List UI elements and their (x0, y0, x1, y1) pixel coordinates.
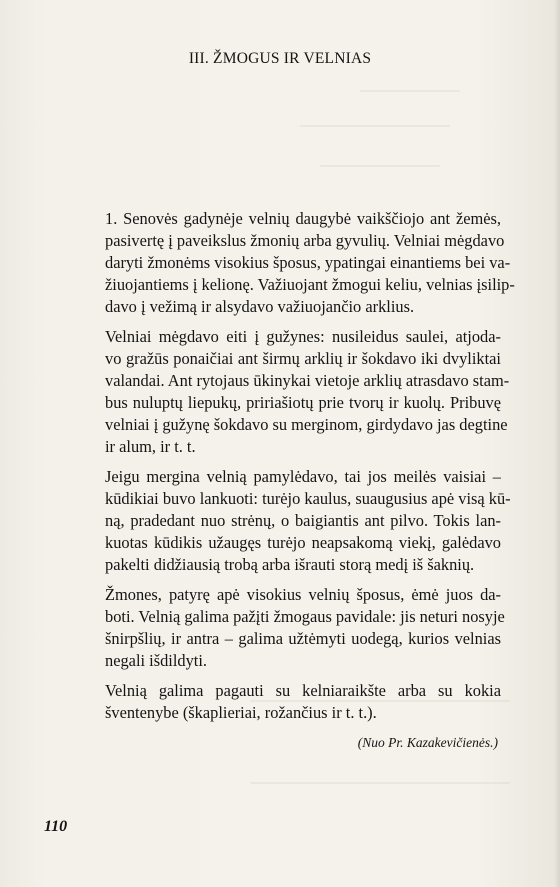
chapter-title: III. ŽMOGUS IR VELNIAS (188, 50, 372, 67)
text-line: kūdikiai buvo lankuoti: turėjo kaulus, suaugusius apė visą kū- (105, 489, 511, 508)
text-line: šventenybe (škaplieriai, rožančius ir t. t.). (105, 703, 377, 722)
text-line: Žmones, patyrę apė visokius velnių šposus, ėmė juos da- (105, 585, 501, 604)
paragraph (67, 208, 515, 318)
text-line: velniai į gužynę šokdavo su merginom, girdydavo jas degtine (105, 415, 508, 434)
text-line: Velnią galima pagauti su kelniaraikšte arba su kokia (105, 681, 501, 700)
bleed-through-mark (250, 782, 510, 784)
text-line: pasivertę į paveikslus žmonių arba gyvulių. Velniai mėgdavo (105, 231, 505, 250)
text-line: Jeigu mergina velnią pamylėdavo, tai jos meilės vaisiai – (105, 467, 501, 486)
paragraph (67, 680, 501, 724)
bleed-through-mark (360, 90, 460, 92)
text-line: 1. Senovės gadynėje velnių daugybė vaikščiojo ant žemės, (105, 209, 501, 228)
text-line: šnirpšlių, ir antra – galima užtėmyti uodegą, kurios velnias (105, 629, 501, 648)
text-line: valandai. Ant rytojaus ūkinykai vietoje arklių atrasdavo stam- (105, 371, 510, 390)
page-edge-shadow (554, 0, 560, 887)
bleed-through-mark (300, 125, 450, 127)
text-line: bus nuluptų liepukų, pririašiotų prie tvorų ir kuolų. Pribuvę (105, 393, 501, 412)
text-line: daryti žmonėms visokius šposus, ypatingai einantiems bei va- (105, 253, 511, 272)
text-line: negali išdildyti. (105, 651, 207, 670)
text-line: kuotas kūdikis užaugęs turėjo neapsakomą viekį, galėdavo (105, 533, 501, 552)
text-line: ir alum, ir t. t. (105, 437, 196, 456)
text-line: boti. Velnią galima pažįti žmogaus pavidale: jis neturi nosyje (105, 607, 505, 626)
text-line: ną, pradedant nuo strėnų, o baigiantis ant pilvo. Tokis lan- (105, 511, 501, 530)
body-text (67, 208, 515, 732)
page-number: 110 (44, 818, 68, 835)
text-line: vo gražūs ponaičiai ant širmų arklių ir šokdavo iki dvyliktai (105, 349, 501, 368)
paragraph (67, 466, 511, 576)
text-line: žiuojantiems į kelionę. Važiuojant žmogui keliu, velnias įsilip- (105, 275, 515, 294)
text-line: pakelti didžiausią trobą arba išrauti storą medį iš šaknių. (105, 555, 475, 574)
text-line: Velniai mėgdavo eiti į gužynes: nusileidus saulei, atjoda- (105, 327, 501, 346)
text-line: davo į vežimą ir alsydavo važiuojančio arklius. (105, 297, 415, 316)
bleed-through-mark (320, 165, 440, 167)
source-attribution: (Nuo Pr. Kazakevičienės.) (357, 735, 498, 750)
paragraph (67, 584, 505, 672)
paragraph (67, 326, 510, 458)
